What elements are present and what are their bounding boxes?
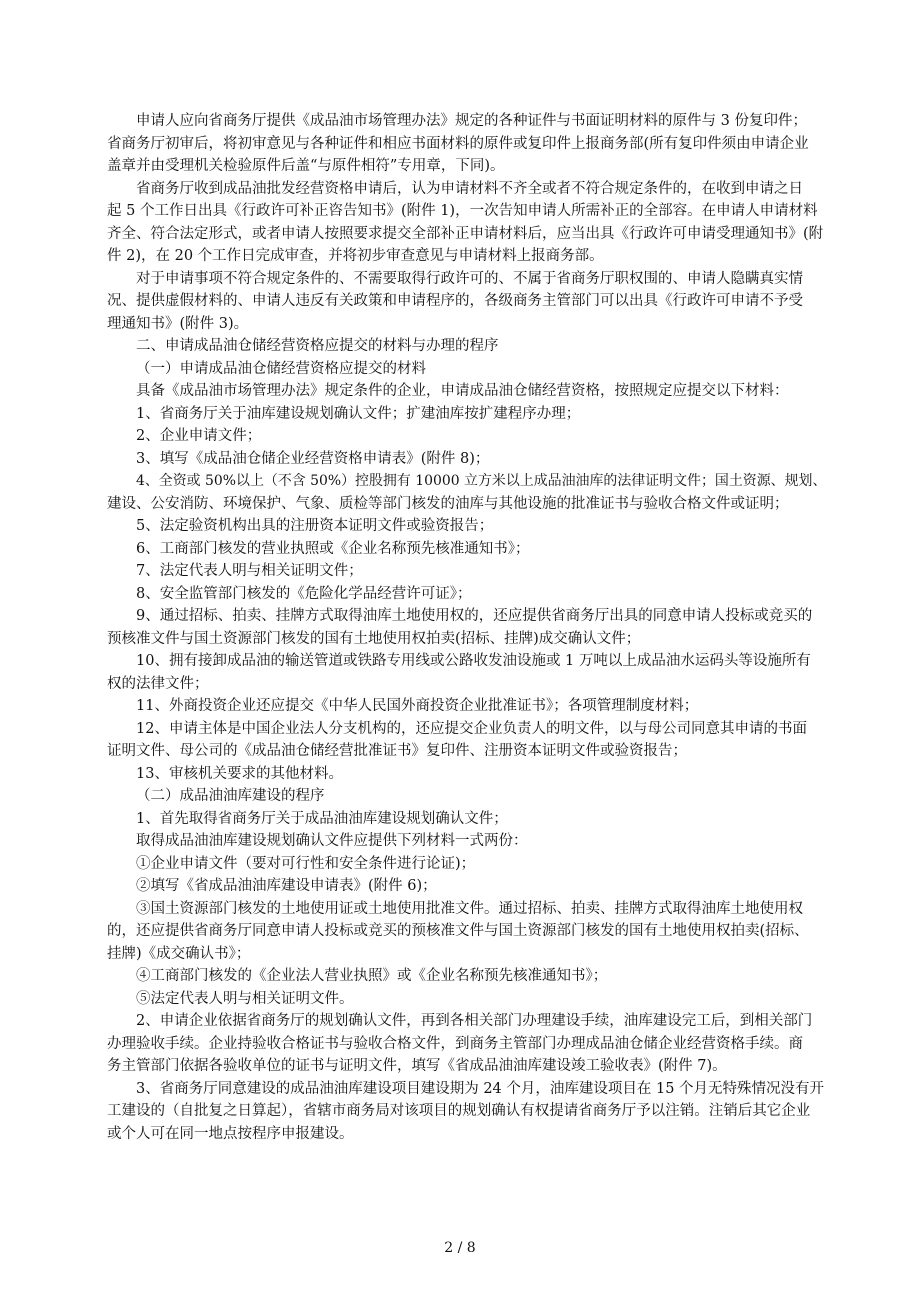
text-line: 二、申请成品油仓储经营资格应提交的材料与办理的程序 — [136, 338, 499, 354]
text-line: 2、企业申请文件； — [136, 428, 262, 444]
text-line: 5、法定验资机构出具的注册资本证明文件或验资报告； — [136, 518, 494, 534]
text-line: 务主管部门依据各验收单位的证书与证明文件，填写《省成品油油库建设竣工验收表》(附件 7)。 — [107, 1058, 727, 1074]
text-line: 权的法律文件； — [107, 675, 209, 692]
text-line: ①企业申请文件（要对可行性和安全条件进行论证)； — [136, 855, 476, 872]
text-line: 2、申请企业依据省商务厅的规划确认文件，再到各相关部门办理建设手续，油库建设完工后，到相关部门 — [136, 1013, 813, 1029]
text-line: 况、提供虚假材料的、申请人违反有关政策和申请程序的，各级商务主管部门可以出具《行政许可申请不予受 — [107, 293, 803, 309]
text-line: 或个人可在同一地点按程序申报建设。 — [107, 1125, 354, 1142]
document-body — [107, 110, 827, 1145]
text-line: 建设、公安消防、环境保护、气象、质检等部门核发的油库与其他设施的批准证书与验收合格文件或证明； — [107, 495, 789, 512]
text-line: 8、安全监管部门核发的《危险化学品经营许可证》； — [136, 585, 472, 602]
text-line: 预核准文件与国土资源部门核发的国有土地使用权拍卖(招标、挂牌)成交确认文件； — [107, 630, 641, 647]
text-line: （二）成品油油库建设的程序 — [136, 788, 325, 804]
text-line: 具备《成品油市场管理办法》规定条件的企业，申请成品油仓储经营资格，按照规定应提交以下材料： — [136, 383, 789, 399]
text-line: 省商务厅初审后，将初审意见与各种证件和相应书面材料的原件或复印件上报商务部(所有复印件须由申请企业 — [107, 135, 809, 152]
text-line: 7、法定代表人明与相关证明文件； — [136, 563, 363, 579]
text-line: 起 5 个工作日出具《行政许可补正咨告知书》(附件 1)，一次告知申请人所需补正的全部容。在申请人申请材料 — [107, 203, 818, 219]
text-line: 11、外商投资企业还应提交《中华人民国外商投资企业批准证书》；各项管理制度材料； — [136, 698, 699, 714]
text-line: （一）申请成品油仓储经营资格应提交的材料 — [136, 360, 426, 377]
text-line: ④工商部门核发的《企业法人营业执照》或《企业名称预先核准通知书》； — [136, 968, 608, 984]
text-line: 取得成品油油库建设规划确认文件应提供下列材料一式两份： — [136, 833, 528, 849]
text-line: 工建设的（自批复之日算起），省辖市商务局对该项目的规划确认有权提请省商务厅予以注销。注销后其它企业 — [107, 1103, 811, 1119]
text-line: 齐全、符合法定形式，或者申请人按照要求提交全部补正申请材料后，应当出具《行政许可申请受理通知书》(附 — [107, 225, 824, 242]
text-line: 办理验收手续。企业持验收合格证书与验收合格文件，到商务主管部门办理成品油仓储企业经营资格手续。商 — [107, 1035, 803, 1052]
text-line: 的，还应提供省商务厅同意申请人投标或竞买的预核准文件与国土资源部门核发的国有土地使用权拍卖(招标、 — [107, 923, 809, 939]
text-line: 对于申请事项不符合规定条件的、不需要取得行政许可的、不属于省商务厅职权围的、申请人隐瞒真实情 — [136, 270, 803, 287]
text-line: 盖章并由受理机关检验原件后盖“与原件相符”专用章，下同)。 — [107, 158, 505, 174]
text-line: 9、通过招标、拍卖、挂牌方式取得油库土地使用权的，还应提供省商务厅出具的同意申请人投标或竞买的 — [136, 608, 813, 624]
text-line: 13、审核机关要求的其他材料。 — [136, 765, 343, 782]
text-line: 12、申请主体是中国企业法人分支机构的，还应提交企业负责人的明文件，以与母公司同意其申请的书面 — [136, 720, 807, 737]
text-line: 3、填写《成品油仓储企业经营资格申请表》(附件 8)； — [136, 450, 490, 467]
text-line: ⑤法定代表人明与相关证明文件。 — [136, 990, 354, 1007]
text-line: 10、拥有接卸成品油的输送管道或铁路专用线或公路收发油设施或 1 万吨以上成品油水运码头等设施所有 — [136, 653, 811, 669]
page-number: 2 / 8 — [444, 1240, 476, 1256]
text-line: ③国土资源部门核发的土地使用证或土地使用批准文件。通过招标、拍卖、挂牌方式取得油库土地使用权 — [136, 900, 803, 917]
text-line: 省商务厅收到成品油批发经营资格申请后，认为申请材料不齐全或者不符合规定条件的，在收到申请之日 — [136, 180, 803, 197]
text-line: 挂牌)《成交确认书》； — [107, 945, 251, 962]
text-line: 1、省商务厅关于油库建设规划确认文件；扩建油库按扩建程序办理； — [136, 405, 581, 422]
text-line: 申请人应向省商务厅提供《成品油市场管理办法》规定的各种证件与书面证明材料的原件与 3 份复印件； — [136, 113, 807, 129]
text-line: 证明文件、母公司的《成品油仓储经营批准证书》复印件、注册资本证明文件或验资报告； — [107, 743, 687, 759]
text-line: 件 2)，在 20 个工作日完成审查，并将初步审查意见与申请材料上报商务部。 — [107, 248, 604, 264]
text-line: 1、首先取得省商务厅关于成品油油库建设规划确认文件； — [136, 810, 508, 827]
text-line: ②填写《省成品油油库建设申请表》(附件 6)； — [136, 878, 437, 894]
text-line: 理通知书》(附件 3)。 — [107, 315, 249, 332]
text-line: 3、省商务厅同意建设的成品油油库建设项目建设期为 24 个月，油库建设项目在 15 个月无特殊情况没有开 — [136, 1080, 825, 1097]
text-line: 6、工商部门核发的营业执照或《企业名称预先核准通知书》； — [136, 540, 530, 557]
text-line: 4、全资或 50%以上（不含 50%）控股拥有 10000 立方米以上成品油油库的法律证明文件；国土资源、规划、 — [136, 473, 827, 489]
